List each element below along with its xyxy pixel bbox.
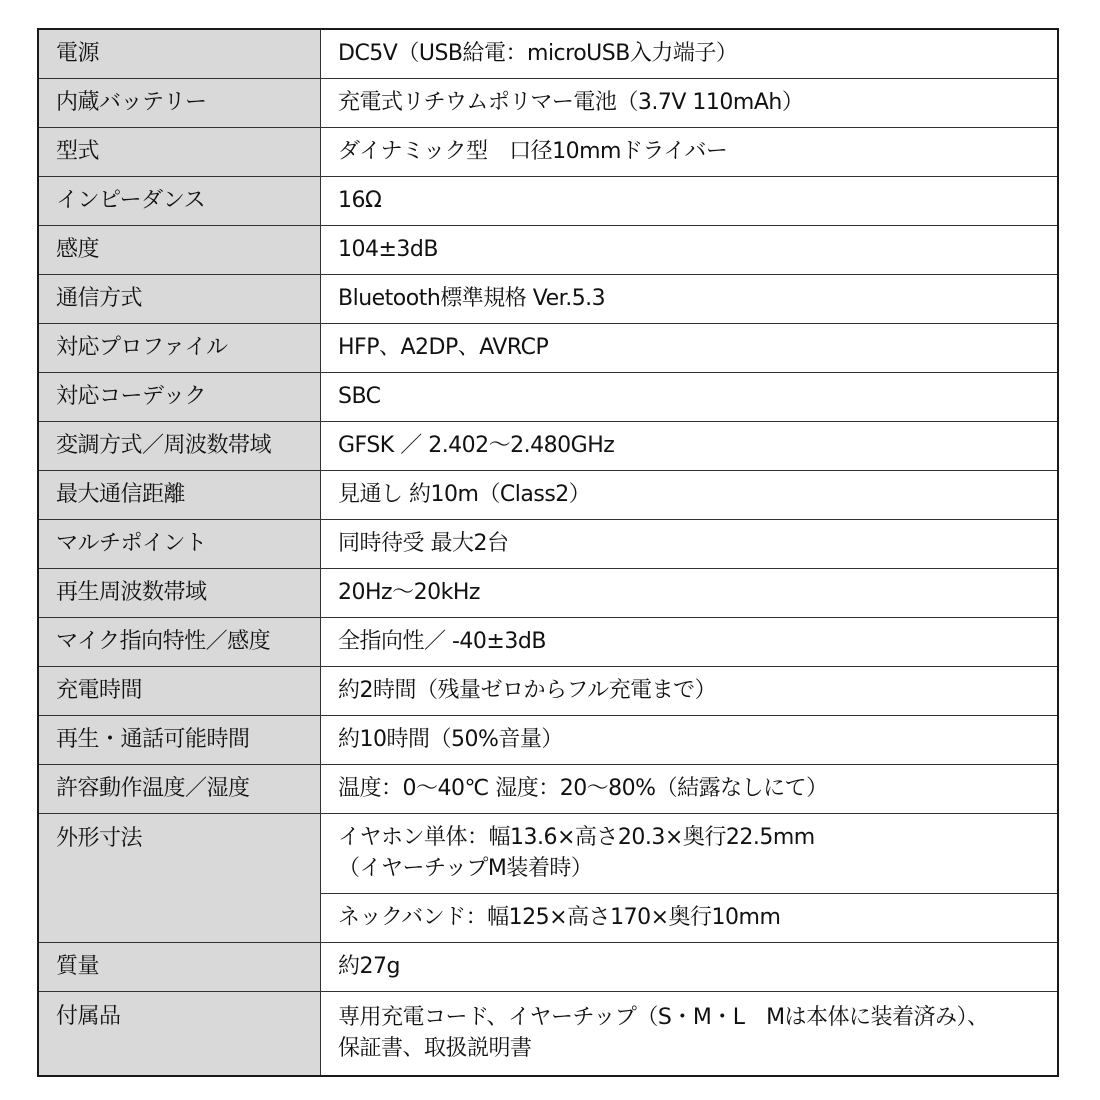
spec-label: 充電時間 bbox=[38, 666, 321, 715]
spec-value: 見通し 約10m（Class2） bbox=[321, 470, 1059, 519]
spec-row-dimensions bbox=[38, 813, 1058, 893]
spec-row-accessories bbox=[38, 991, 1058, 1076]
spec-row-type bbox=[38, 127, 1058, 176]
spec-label: 質量 bbox=[38, 942, 321, 991]
spec-row-communication bbox=[38, 274, 1058, 323]
accessories-line: 保証書、取扱説明書 bbox=[338, 1036, 532, 1062]
spec-value-earphone-dimensions bbox=[321, 813, 1059, 893]
spec-label: 電源 bbox=[38, 29, 321, 78]
spec-value: GFSK ／ 2.402〜2.480GHz bbox=[321, 421, 1059, 470]
spec-row-weight bbox=[38, 942, 1058, 991]
earphone-dimensions-note: （イヤーチップM装着時） bbox=[338, 856, 593, 881]
spec-value: 約27g bbox=[321, 942, 1059, 991]
spec-label: インピーダンス bbox=[38, 176, 321, 225]
spec-table-body bbox=[38, 29, 1058, 1076]
spec-label: 許容動作温度／湿度 bbox=[38, 764, 321, 813]
spec-row-frequency-response bbox=[38, 568, 1058, 617]
spec-row-codec bbox=[38, 372, 1058, 421]
spec-value: HFP、A2DP、AVRCP bbox=[321, 323, 1059, 372]
spec-row-modulation bbox=[38, 421, 1058, 470]
spec-label: マルチポイント bbox=[38, 519, 321, 568]
spec-value: 16Ω bbox=[321, 176, 1059, 225]
spec-table bbox=[37, 28, 1059, 1077]
spec-value: 充電式リチウムポリマー電池（3.7V 110mAh） bbox=[321, 78, 1059, 127]
spec-label: 外形寸法 bbox=[38, 813, 321, 942]
spec-label: 対応プロファイル bbox=[38, 323, 321, 372]
spec-value: SBC bbox=[321, 372, 1059, 421]
spec-value-accessories bbox=[321, 991, 1059, 1076]
spec-value: Bluetooth標準規格 Ver.5.3 bbox=[321, 274, 1059, 323]
spec-row-play-time bbox=[38, 715, 1058, 764]
spec-value: 同時待受 最大2台 bbox=[321, 519, 1059, 568]
spec-label: 感度 bbox=[38, 225, 321, 274]
spec-label: 型式 bbox=[38, 127, 321, 176]
spec-label: 再生・通話可能時間 bbox=[38, 715, 321, 764]
spec-value: DC5V（USB給電：microUSB入力端子） bbox=[321, 29, 1059, 78]
spec-value: 全指向性／ -40±3dB bbox=[321, 617, 1059, 666]
spec-label: 再生周波数帯域 bbox=[38, 568, 321, 617]
spec-label: 通信方式 bbox=[38, 274, 321, 323]
spec-row-power bbox=[38, 29, 1058, 78]
spec-value: ダイナミック型 口径10mmドライバー bbox=[321, 127, 1059, 176]
spec-row-sensitivity bbox=[38, 225, 1058, 274]
spec-label: 最大通信距離 bbox=[38, 470, 321, 519]
spec-row-multipoint bbox=[38, 519, 1058, 568]
spec-row-operating-env bbox=[38, 764, 1058, 813]
spec-label: 対応コーデック bbox=[38, 372, 321, 421]
spec-value: 温度：0〜40℃ 湿度：20〜80%（結露なしにて） bbox=[321, 764, 1059, 813]
spec-label: 付属品 bbox=[38, 991, 321, 1076]
spec-row-mic bbox=[38, 617, 1058, 666]
spec-label: 内蔵バッテリー bbox=[38, 78, 321, 127]
earphone-dimensions-line: イヤホン単体：幅13.6×高さ20.3×奥行22.5mm bbox=[338, 825, 815, 850]
spec-row-charge-time bbox=[38, 666, 1058, 715]
accessories-line: 専用充電コード、イヤーチップ（S・M・L Mは本体に装着済み）、 bbox=[338, 1005, 989, 1031]
spec-label: 変調方式／周波数帯域 bbox=[38, 421, 321, 470]
spec-row-profiles bbox=[38, 323, 1058, 372]
spec-row-battery bbox=[38, 78, 1058, 127]
spec-row-impedance bbox=[38, 176, 1058, 225]
spec-value: 約2時間（残量ゼロからフル充電まで） bbox=[321, 666, 1059, 715]
spec-value: 104±3dB bbox=[321, 225, 1059, 274]
spec-row-range bbox=[38, 470, 1058, 519]
spec-label: マイク指向特性／感度 bbox=[38, 617, 321, 666]
spec-value-neckband-dimensions: ネックバンド：幅125×高さ170×奥行10mm bbox=[321, 893, 1059, 942]
spec-value: 約10時間（50%音量） bbox=[321, 715, 1059, 764]
spec-value: 20Hz〜20kHz bbox=[321, 568, 1059, 617]
